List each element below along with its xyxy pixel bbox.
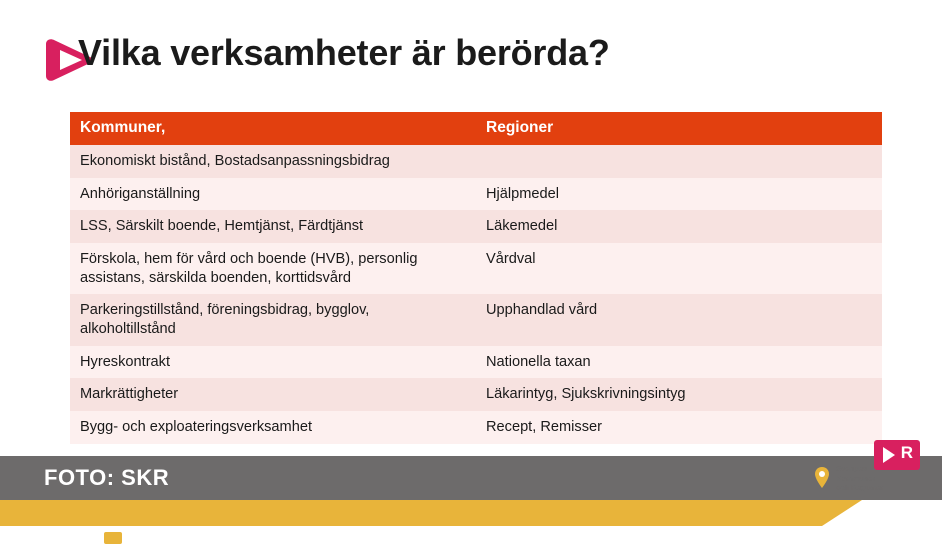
- cell-kommuner: LSS, Särskilt boende, Hemtjänst, Färdtjänst: [70, 210, 476, 243]
- cell-kommuner: Förskola, hem för vård och boende (HVB), personlig assistans, särskilda boenden, korttidsvård: [70, 243, 476, 294]
- verksamheter-table: [70, 112, 882, 444]
- title-row: [0, 14, 942, 84]
- table-row: [70, 294, 882, 345]
- cell-regioner: Läkarintyg, Sjukskrivningsintyg: [476, 378, 882, 411]
- skr-logo: [808, 464, 926, 494]
- table-row: [70, 411, 882, 444]
- cell-regioner: Nationella taxan: [476, 346, 882, 379]
- skr-logo-line-2: Kommuner: [836, 473, 876, 483]
- page-title: Vilka verksamheter är berörda?: [78, 32, 610, 73]
- table-row: [70, 243, 882, 294]
- column-header-kommuner: Kommuner,: [70, 112, 476, 145]
- table-row: [70, 178, 882, 211]
- skr-logo-text: [836, 464, 884, 493]
- photo-credit: FOTO: SKR: [44, 465, 170, 490]
- cell-regioner: Upphandlad vård: [476, 294, 882, 345]
- cell-regioner: [476, 145, 882, 178]
- cell-regioner: Recept, Remisser: [476, 411, 882, 444]
- column-header-regioner: Regioner: [476, 112, 882, 145]
- skr-logo-line-3: och Regioner: [836, 483, 884, 492]
- footer-band: [0, 456, 942, 500]
- table-row: [70, 145, 882, 178]
- brand-logo-block: [808, 442, 928, 494]
- skr-mark-icon: [812, 466, 832, 490]
- corner-accent-dot: [104, 532, 122, 544]
- table-row: [70, 346, 882, 379]
- cell-kommuner: Anhöriganställning: [70, 178, 476, 211]
- bottom-white-strip: [0, 526, 942, 546]
- table-row: [70, 378, 882, 411]
- logo-letter: R: [900, 443, 913, 462]
- cell-kommuner: Markrättigheter: [70, 378, 476, 411]
- gold-accent-band: [0, 500, 942, 526]
- cell-kommuner: Hyreskontrakt: [70, 346, 476, 379]
- cell-regioner: Läkemedel: [476, 210, 882, 243]
- table-row: [70, 210, 882, 243]
- skr-logo-line-1: Sveriges: [836, 464, 868, 473]
- cell-kommuner: Parkeringstillstånd, föreningsbidrag, bygglov, alkoholtillstånd: [70, 294, 476, 345]
- cell-regioner: Hjälpmedel: [476, 178, 882, 211]
- cell-kommuner: Bygg- och exploateringsverksamhet: [70, 411, 476, 444]
- table-header-row: [70, 112, 882, 145]
- cell-kommuner: Ekonomiskt bistånd, Bostadsanpassningsbidrag: [70, 145, 476, 178]
- cell-regioner: Vårdval: [476, 243, 882, 294]
